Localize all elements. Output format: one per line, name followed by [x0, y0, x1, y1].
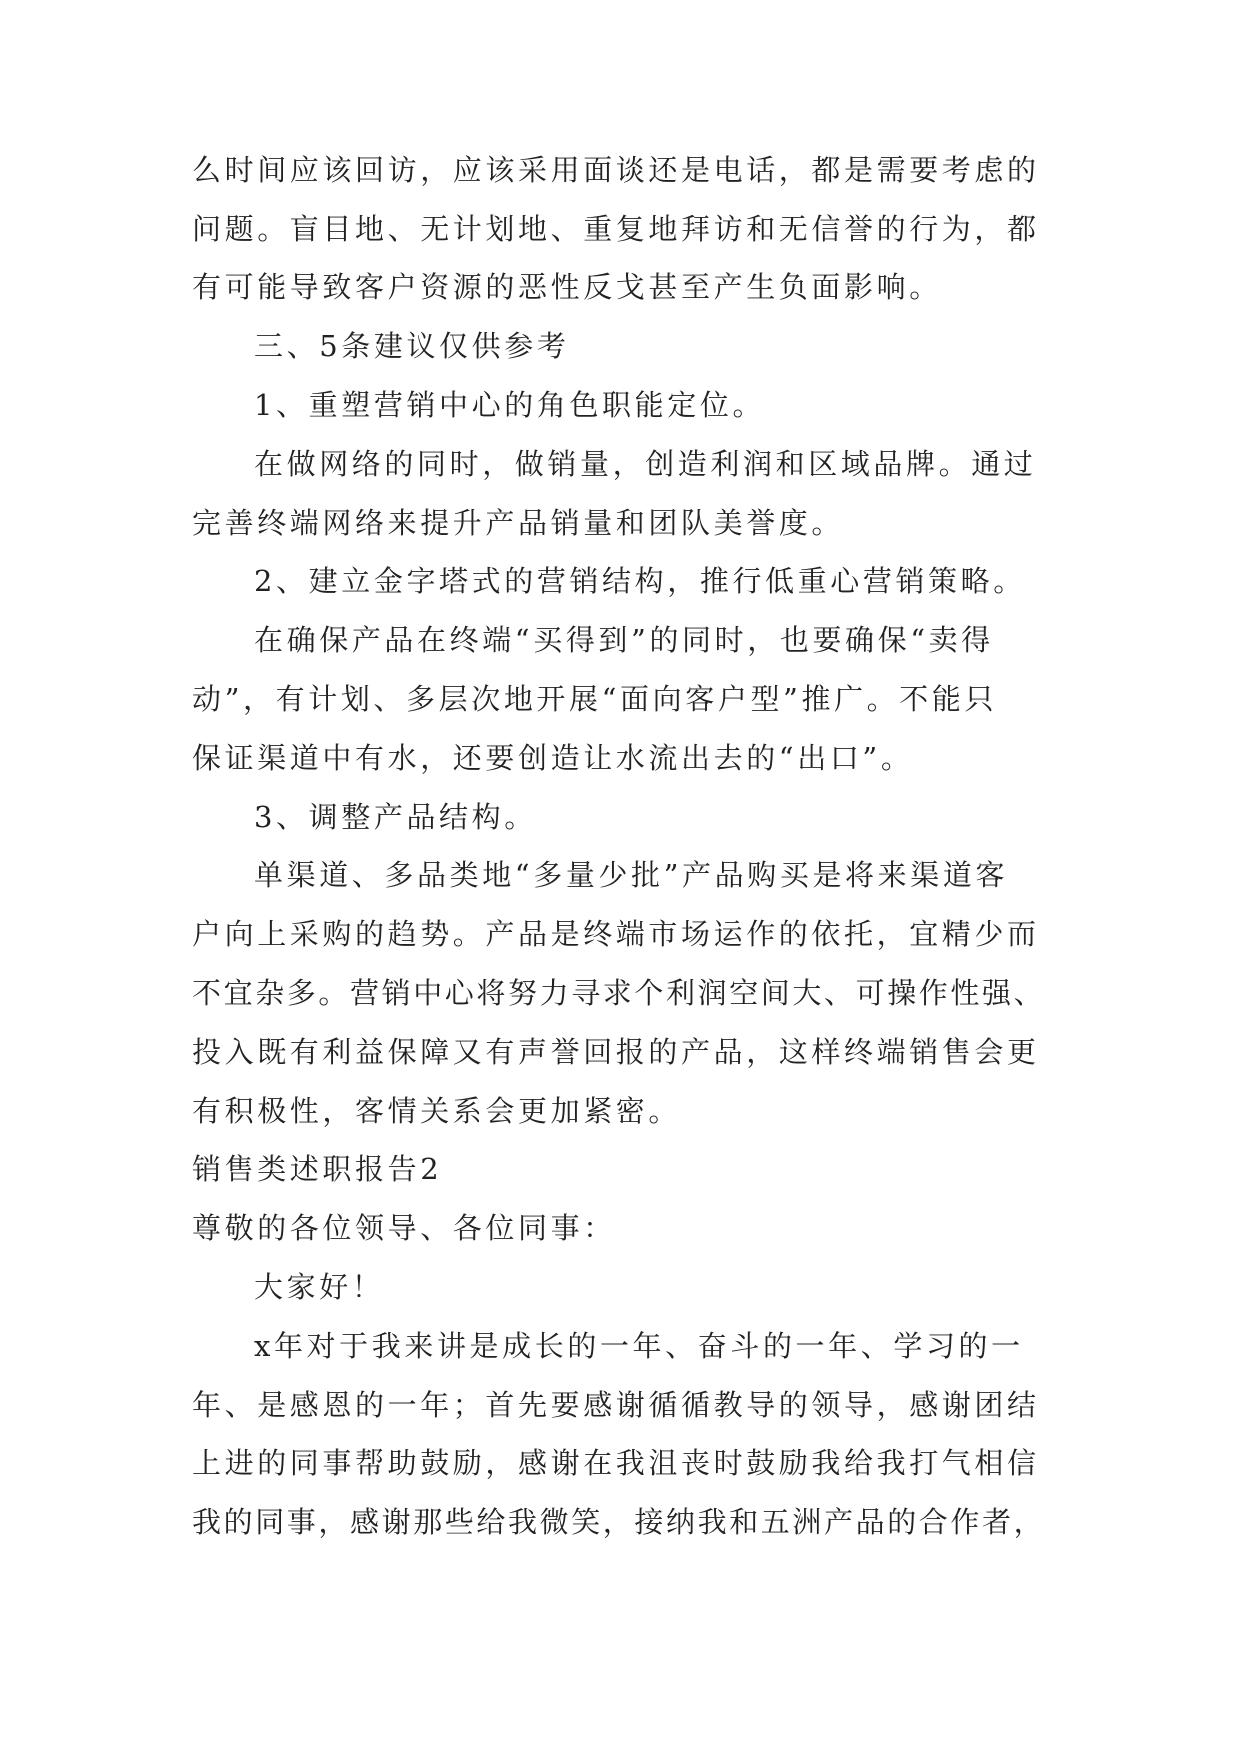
report-title: 销售类述职报告2	[192, 1152, 443, 1186]
subheading: 3、调整产品结构。	[254, 800, 537, 834]
body-text-line: 在确保产品在终端“买得到”的同时，也要确保“卖得	[254, 623, 994, 657]
body-text-line: 年、是感恩的一年；首先要感谢循循教导的领导，感谢团结	[192, 1388, 1040, 1422]
subheading: 2、建立金字塔式的营销结构，推行低重心营销策略。	[254, 564, 1026, 598]
body-text-line: 我的同事，感谢那些给我微笑，接纳我和五洲产品的合作者，	[192, 1505, 1046, 1539]
subheading: 1、重塑营销中心的角色职能定位。	[254, 388, 766, 422]
body-text-line: 有积极性，客情关系会更加紧密。	[192, 1094, 682, 1128]
body-text-line: 投入既有利益保障又有声誉回报的产品，这样终端销售会更	[192, 1035, 1040, 1069]
salutation: 尊敬的各位领导、各位同事：	[192, 1211, 616, 1245]
body-text-line: 么时间应该回访，应该采用面谈还是电话，都是需要考虑的	[192, 153, 1040, 187]
body-text-line: 不宜杂多。营销中心将努力寻求个利润空间大、可操作性强、	[192, 976, 1046, 1010]
greeting: 大家好！	[254, 1270, 385, 1304]
body-text-line: x年对于我来讲是成长的一年、奋斗的一年、学习的一	[254, 1329, 1024, 1363]
body-text-line: 有可能导致客户资源的恶性反戈甚至产生负面影响。	[192, 270, 942, 304]
body-text-line: 在做网络的同时，做销量，创造利润和区域品牌。通过	[254, 447, 1037, 481]
body-text-line: 上进的同事帮助鼓励，感谢在我沮丧时鼓励我给我打气相信	[192, 1446, 1040, 1480]
section-heading: 三、5条建议仅供参考	[254, 329, 570, 363]
body-text-line: 保证渠道中有水，还要创造让水流出去的“出口”。	[192, 741, 914, 775]
body-text-line: 问题。盲目地、无计划地、重复地拜访和无信誉的行为，都	[192, 212, 1040, 246]
body-text-line: 动”，有计划、多层次地开展“面向客户型”推广。不能只	[192, 682, 998, 716]
body-text-line: 户向上采购的趋势。产品是终端市场运作的依托，宜精少而	[192, 917, 1040, 951]
body-text-line: 单渠道、多品类地“多量少批”产品购买是将来渠道客	[254, 858, 1009, 892]
body-text-line: 完善终端网络来提升产品销量和团队美誉度。	[192, 506, 845, 540]
